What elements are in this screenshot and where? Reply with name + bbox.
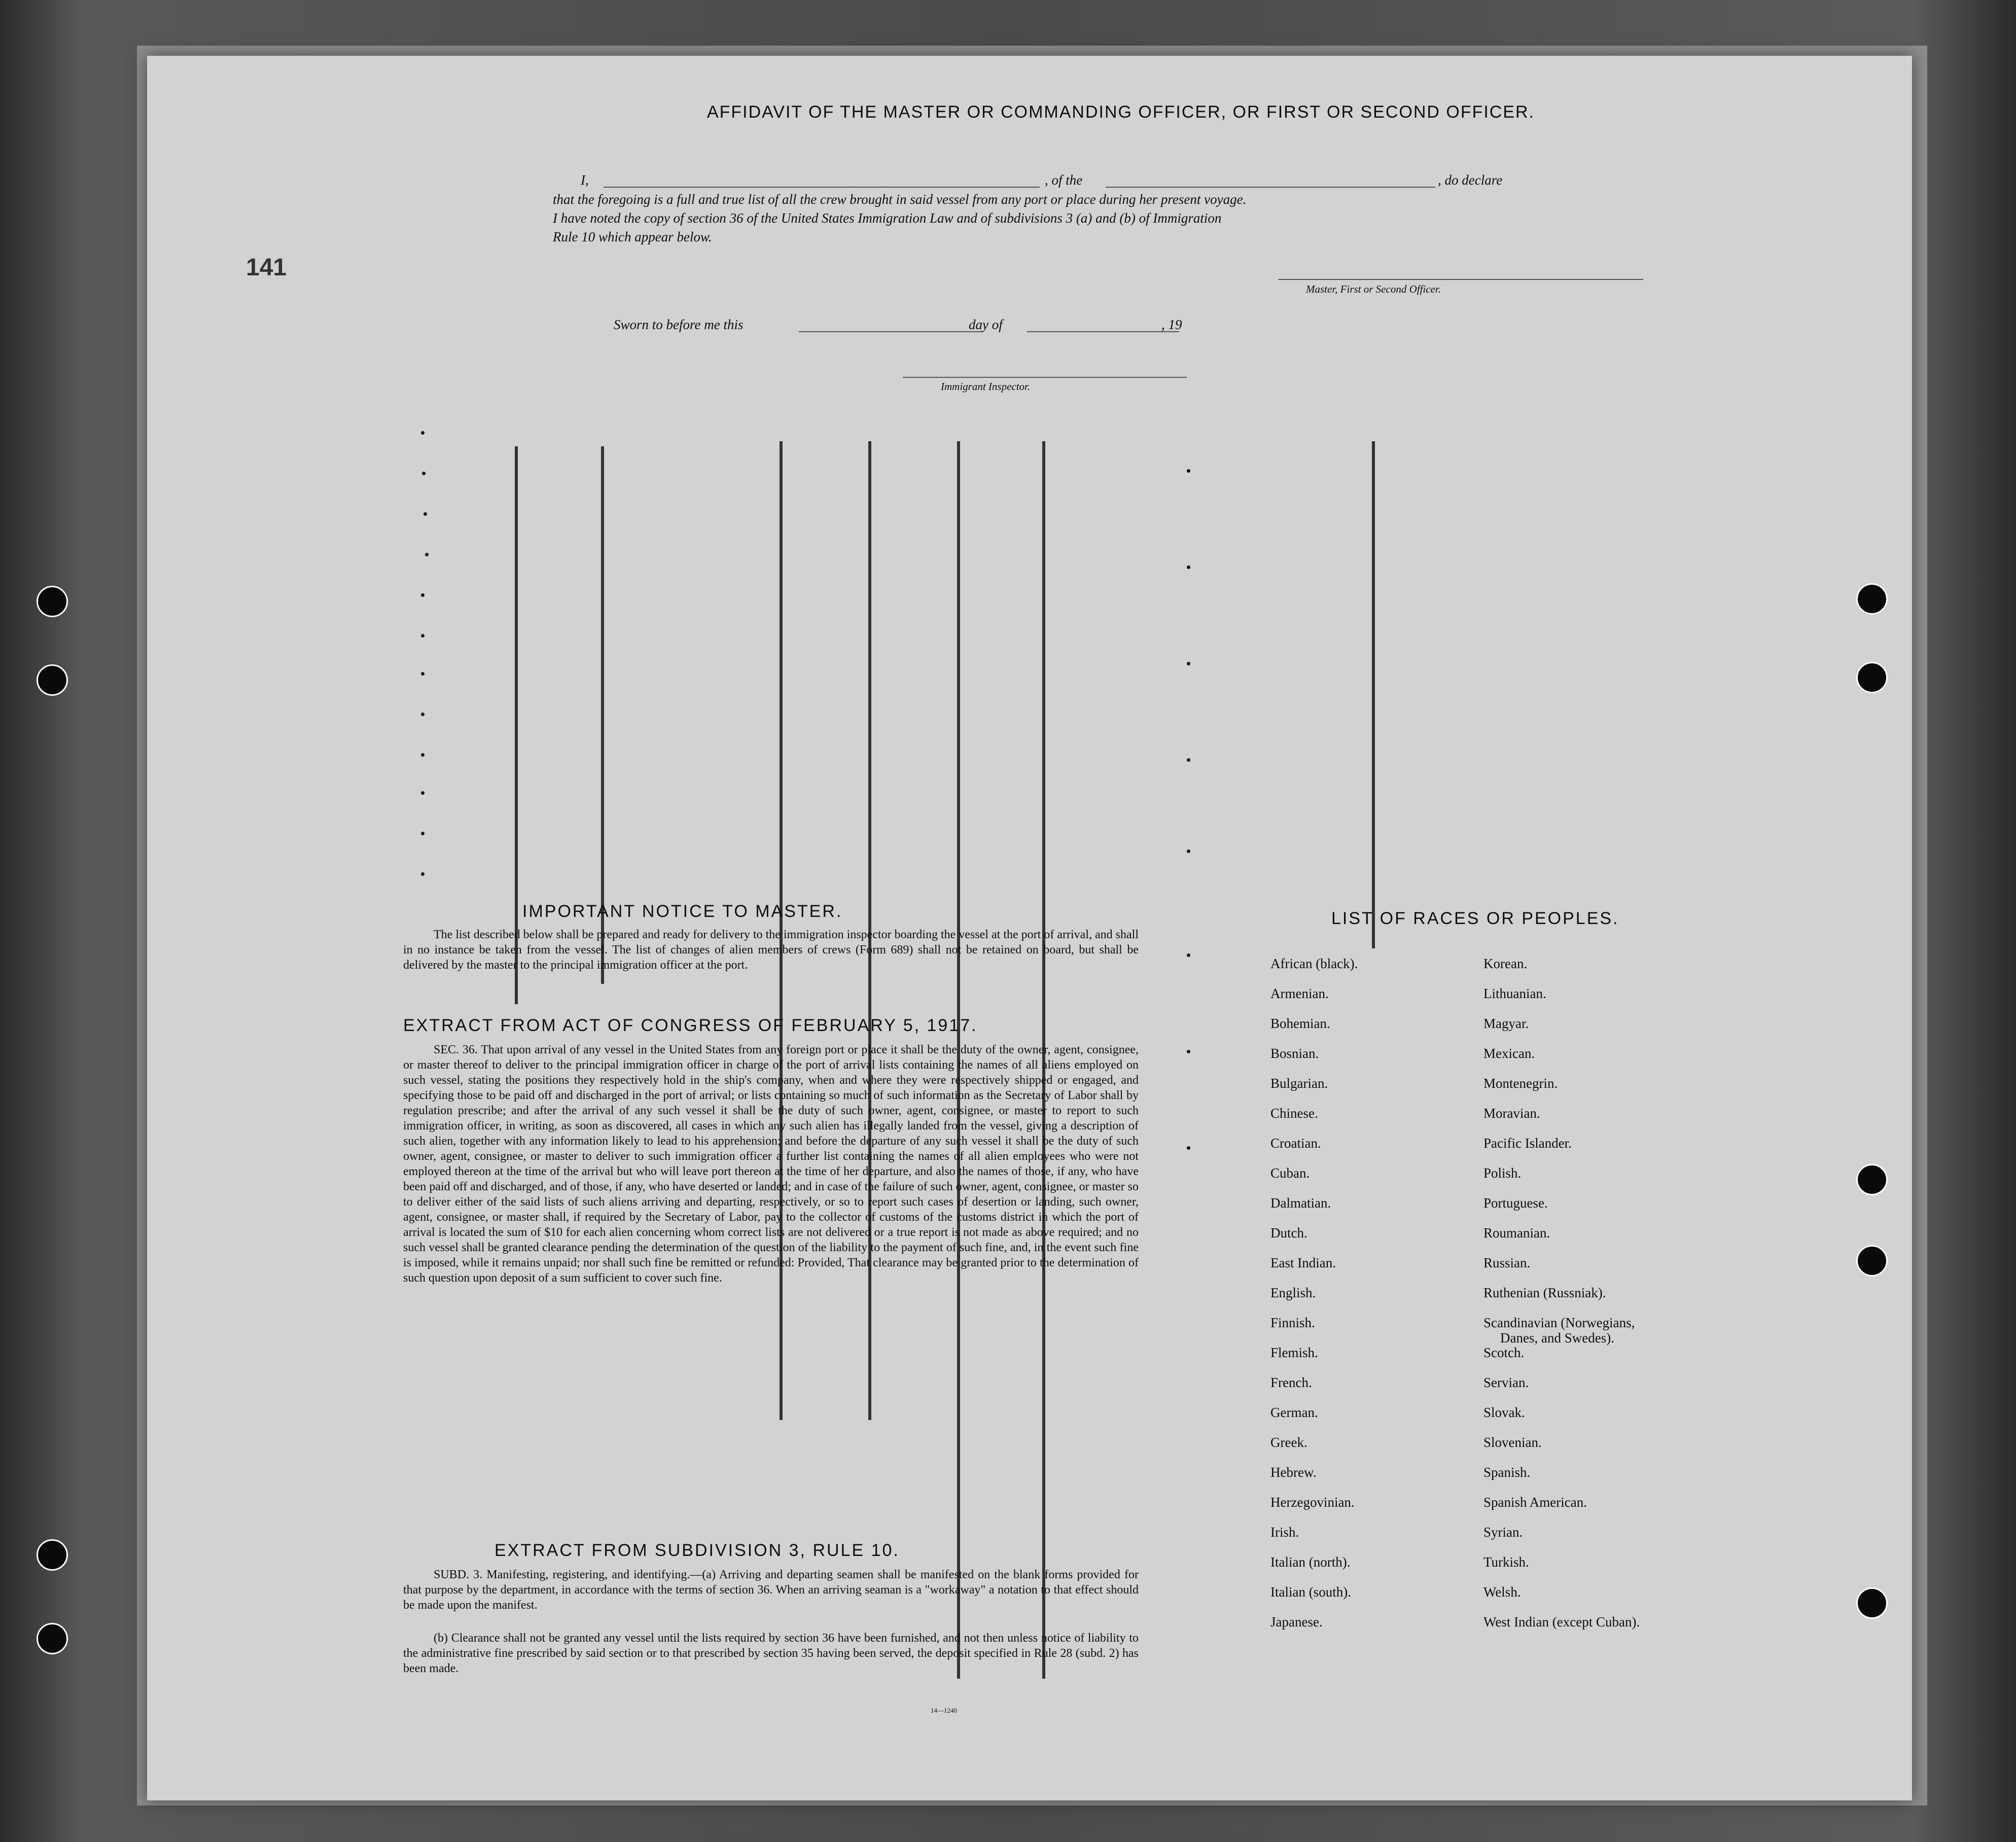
year-text: , 19 xyxy=(1161,317,1182,332)
extract-rule-title: EXTRACT FROM SUBDIVISION 3, RULE 10. xyxy=(494,1541,900,1560)
race-item: Magyar. xyxy=(1483,1016,1529,1031)
race-item: Slovenian. xyxy=(1483,1435,1542,1450)
race-item: Armenian. xyxy=(1270,986,1329,1001)
race-item: Scotch. xyxy=(1483,1345,1525,1360)
affidavit-line-2: that the foregoing is a full and true list of all the crew brought in said vessel from any port or place during her present voyage. xyxy=(553,192,1247,207)
affidavit-line-4: Rule 10 which appear below. xyxy=(553,229,712,244)
race-item: German. xyxy=(1270,1405,1318,1420)
race-item: Croatian. xyxy=(1270,1136,1321,1151)
race-item: Roumanian. xyxy=(1483,1225,1550,1241)
ink-dot xyxy=(421,593,425,597)
ink-dot xyxy=(1187,758,1190,762)
ink-dot xyxy=(1187,1146,1190,1150)
notice-text: The list described below shall be prepared and ready for delivery to the immigration inspector boarding the vessel at the port of arrival, and shall in no instance be taken from the vessel. The list of changes of alien members of crews (Form 689) shall not be retained on board, but shall be delivered by the master to the principal immigration officer at the port. xyxy=(403,928,1139,972)
race-item: Dutch. xyxy=(1270,1225,1307,1241)
affidavit-title: AFFIDAVIT OF THE MASTER OR COMMANDING OFFICER, OR FIRST OR SECOND OFFICER. xyxy=(706,102,1535,122)
race-item: Montenegrin. xyxy=(1483,1076,1558,1091)
margin-mark: 141 xyxy=(246,254,287,281)
race-item: Moravian. xyxy=(1483,1106,1540,1121)
race-item: Herzegovinian. xyxy=(1270,1495,1355,1510)
race-item: African (black). xyxy=(1270,956,1358,971)
binder-hole xyxy=(37,1623,68,1654)
race-item: Chinese. xyxy=(1270,1106,1318,1121)
race-item: Korean. xyxy=(1483,956,1528,971)
inspector-signature-blank xyxy=(903,377,1187,378)
column-rule xyxy=(1372,441,1375,948)
race-item: Cuban. xyxy=(1270,1165,1310,1181)
binder-hole xyxy=(37,586,68,617)
binder-hole xyxy=(37,664,68,696)
race-item: Irish. xyxy=(1270,1525,1299,1540)
race-item: Ruthenian (Russniak). xyxy=(1483,1285,1606,1300)
race-item: Flemish. xyxy=(1270,1345,1318,1360)
affidavit-declare: , do declare xyxy=(1438,172,1503,188)
race-item: Russian. xyxy=(1483,1255,1531,1270)
race-item: Mexican. xyxy=(1483,1046,1535,1061)
race-item: French. xyxy=(1270,1375,1312,1390)
ink-dot xyxy=(422,472,426,475)
ink-dot xyxy=(1187,1050,1190,1053)
name-blank xyxy=(604,187,1040,188)
column-rule xyxy=(515,446,518,1004)
ink-dot xyxy=(1187,662,1190,665)
race-item: Danes, and Swedes). xyxy=(1500,1330,1614,1345)
affidavit-line-3: I have noted the copy of section 36 of the United States Immigration Law and of subdivisions 3 (a) and (b) of Immigration xyxy=(553,210,1222,226)
race-item: Syrian. xyxy=(1483,1525,1523,1540)
race-item: Welsh. xyxy=(1483,1584,1521,1600)
sworn-text: Sworn to before me this xyxy=(614,317,744,332)
race-item: Lithuanian. xyxy=(1483,986,1546,1001)
affidavit-of-the: , of the xyxy=(1045,172,1083,188)
inspector-caption: Immigrant Inspector. xyxy=(941,380,1031,393)
binder-hole xyxy=(1856,1587,1888,1619)
race-item: Pacific Islander. xyxy=(1483,1136,1572,1151)
vessel-blank xyxy=(1106,187,1435,188)
ink-dot xyxy=(421,791,425,795)
affidavit-i: I, xyxy=(581,172,589,188)
race-item: East Indian. xyxy=(1270,1255,1336,1270)
binder-hole xyxy=(1856,583,1888,615)
race-item: Slovak. xyxy=(1483,1405,1525,1420)
race-item: Greek. xyxy=(1270,1435,1307,1450)
race-item: Hebrew. xyxy=(1270,1465,1317,1480)
races-title: LIST OF RACES OR PEOPLES. xyxy=(1331,909,1619,928)
binder-hole xyxy=(1856,1245,1888,1277)
extract-act-text: SEC. 36. That upon arrival of any vessel in the United States from any foreign port or place it shall be the duty of the owner, agent, consignee, or master thereof to deliver to the principal immigration officer in charge of the port of arrival lists containing the names of all aliens employed on such vessel, stating the positions they respectively hold in the ship's company, when and where they were respectively shipped or engaged, and specifying those to be paid off and discharged in the port of arrival; or lists containing so much of such information as the Secretary of Labor shall by regulation prescribe; and after the arrival of any such vessel it shall be the duty of such owner, agent, consignee, or master to report to such immigration officer, in writing, as soon as discovered, all cases in which any such alien has illegally landed from the vessel, giving a description of such alien, together with any information likely to lead to his apprehension; and before the departure of any such vessel it shall be the duty of such owner, agent, consignee, or master to deliver to such immigration officer a further list containing the names of all alien employees who were not employed thereon at the time of the arrival but who will leave port thereon at the time of her departure, and also the names of those, if any, who have been paid off and discharged, and of those, if any, who have deserted or landed; and in case of the failure of such owner, agent, consignee, or master so to deliver either of the said lists of such aliens arriving and departing, respectively, or so to report such cases of desertion or landing, such owner, agent, consignee, or master shall, if required by the Secretary of Labor, pay to the collector of customs of the customs district in which the port of arrival is located the sum of $10 for each alien concerning whom correct lists are not delivered or a true report is not made as above required; and no such vessel shall be granted clearance pending the determination of the question of the liability to the payment of such fine, and, in the event such fine is imposed, while it remains unpaid; nor shall such fine be remitted or refunded: Provided, That clearance may be granted prior to the determination of such question upon deposit of a sum sufficient to cover such fine. xyxy=(403,1043,1139,1285)
extract-rule-para-b: (b) Clearance shall not be granted any vessel until the lists required by section 36 have been furnished, and not then unless notice of liability to the administrative fine prescribed by said section or to that prescribed by section 35 having been served, the deposit specified in Rule 28 (subd. 2) has been made. xyxy=(403,1632,1139,1675)
bleed-through-heading xyxy=(391,122,398,152)
ink-dot xyxy=(1187,469,1190,473)
ink-dot xyxy=(421,832,425,835)
form-number: 14—1240 xyxy=(931,1707,957,1714)
race-item: English. xyxy=(1270,1285,1316,1300)
month-blank xyxy=(1027,331,1179,332)
race-item: Scandinavian (Norwegians, xyxy=(1483,1315,1635,1330)
race-item: Spanish. xyxy=(1483,1465,1531,1480)
extract-rule-para-a: SUBD. 3. Manifesting, registering, and identifying.—(a) Arriving and departing seamen shall be manifested on the blank forms provided for that purpose by the department, in accordance with the terms of section 36. When an arriving seaman is a "workaway" a notation to that effect should be made upon the manifest. xyxy=(403,1568,1139,1612)
race-item: Finnish. xyxy=(1270,1315,1315,1330)
race-item: Portuguese. xyxy=(1483,1195,1548,1211)
race-item: Italian (north). xyxy=(1270,1554,1351,1570)
race-item: West Indian (except Cuban). xyxy=(1483,1614,1640,1630)
ink-dot xyxy=(421,431,425,435)
ink-dot xyxy=(1187,849,1190,853)
day-of-text: day of xyxy=(969,317,1003,332)
race-item: Bohemian. xyxy=(1270,1016,1330,1031)
ink-dot xyxy=(425,553,429,556)
ink-dot xyxy=(421,713,425,716)
race-item: Bosnian. xyxy=(1270,1046,1319,1061)
race-item: Spanish American. xyxy=(1483,1495,1587,1510)
sworn-day-blank xyxy=(799,331,981,332)
ink-dot xyxy=(421,753,425,757)
manifest-page xyxy=(147,56,1912,1800)
ink-dot xyxy=(1187,565,1190,569)
ink-dot xyxy=(421,872,425,876)
officer-signature-blank xyxy=(1278,279,1643,280)
ink-dot xyxy=(1187,953,1190,957)
race-item: Japanese. xyxy=(1270,1614,1323,1630)
race-item: Polish. xyxy=(1483,1165,1522,1181)
race-item: Turkish. xyxy=(1483,1554,1529,1570)
race-item: Italian (south). xyxy=(1270,1584,1351,1600)
race-item: Dalmatian. xyxy=(1270,1195,1331,1211)
binder-hole xyxy=(37,1539,68,1571)
ink-dot xyxy=(421,634,425,637)
ink-dot xyxy=(423,512,427,516)
notice-title: IMPORTANT NOTICE TO MASTER. xyxy=(522,902,843,921)
officer-caption: Master, First or Second Officer. xyxy=(1306,283,1441,295)
race-item: Servian. xyxy=(1483,1375,1529,1390)
binder-hole xyxy=(1856,1164,1888,1195)
ink-dot xyxy=(421,672,425,676)
race-item: Bulgarian. xyxy=(1270,1076,1328,1091)
extract-act-title: EXTRACT FROM ACT OF CONGRESS OF FEBRUARY 5, 1917. xyxy=(403,1016,978,1035)
binder-hole xyxy=(1856,662,1888,693)
